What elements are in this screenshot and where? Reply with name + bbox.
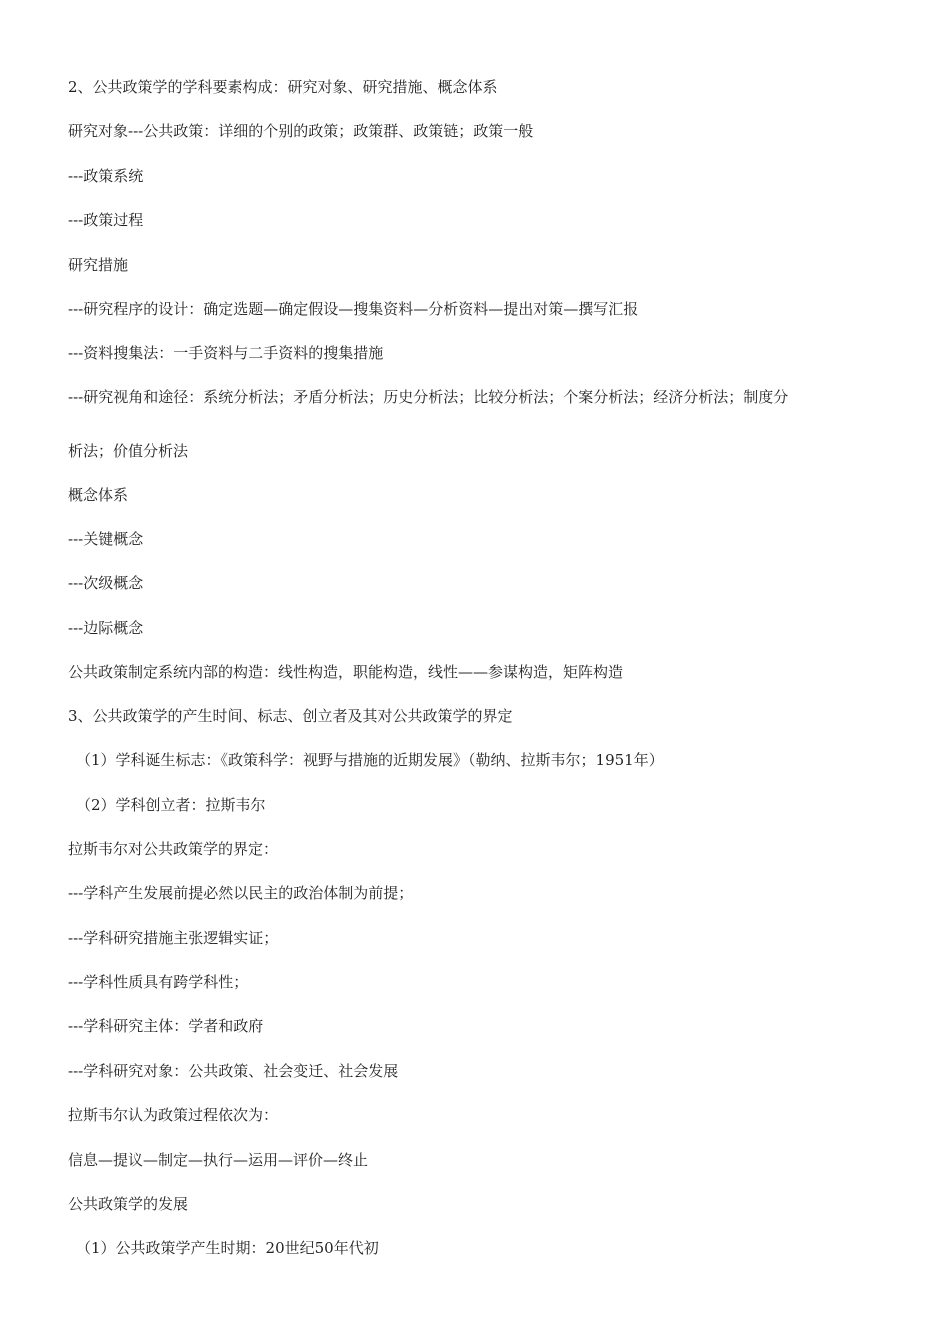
text-line: ---学科研究措施主张逻辑实证； <box>68 929 279 947</box>
section-heading-disciplinary-elements: 2、公共政策学的学科要素构成：研究对象、研究措施、概念体系 <box>68 78 498 96</box>
text-line: ---学科研究对象：公共政策、社会变迁、社会发展 <box>68 1062 399 1080</box>
text-line: 研究措施 <box>68 256 129 274</box>
text-line: ---政策系统 <box>68 167 144 185</box>
text-line: ---学科性质具有跨学科性； <box>68 973 249 991</box>
text-line: 信息—提议—制定—执行—运用—评价—终止 <box>68 1151 369 1169</box>
text-line: 概念体系 <box>68 486 129 504</box>
text-line: 公共政策学的发展 <box>68 1195 189 1213</box>
text-line: 研究对象---公共政策：详细的个别的政策；政策群、政策链；政策一般 <box>68 122 534 140</box>
text-line: 析法；价值分析法 <box>68 442 189 460</box>
text-line: ---次级概念 <box>68 574 144 592</box>
list-item: （1）学科诞生标志：《政策科学：视野与措施的近期发展》（勒纳、拉斯韦尔；1951年） <box>76 751 664 769</box>
text-line: ---资料搜集法：一手资料与二手资料的搜集措施 <box>68 344 384 362</box>
text-line: ---研究视角和途径：系统分析法；矛盾分析法；历史分析法；比较分析法；个案分析法；经济分析法；制度分 <box>68 388 789 406</box>
text-line: ---学科产生发展前提必然以民主的政治体制为前提； <box>68 884 414 902</box>
text-line: ---研究程序的设计：确定选题—确定假设—搜集资料—分析资料—提出对策—撰写汇报 <box>68 300 639 318</box>
text-line: 拉斯韦尔认为政策过程依次为： <box>68 1106 279 1124</box>
list-item: （1）公共政策学产生时期：20世纪50年代初 <box>76 1239 379 1257</box>
text-line: ---学科研究主体：学者和政府 <box>68 1017 264 1035</box>
list-item: （2）学科创立者：拉斯韦尔 <box>76 796 266 814</box>
text-line: ---边际概念 <box>68 619 144 637</box>
text-line: 拉斯韦尔对公共政策学的界定： <box>68 840 279 858</box>
text-line: 公共政策制定系统内部的构造：线性构造，职能构造，线性——参谋构造，矩阵构造 <box>68 663 624 681</box>
text-line: ---关键概念 <box>68 530 144 548</box>
text-line: ---政策过程 <box>68 211 144 229</box>
section-heading-origin: 3、公共政策学的产生时间、标志、创立者及其对公共政策学的界定 <box>68 707 513 725</box>
